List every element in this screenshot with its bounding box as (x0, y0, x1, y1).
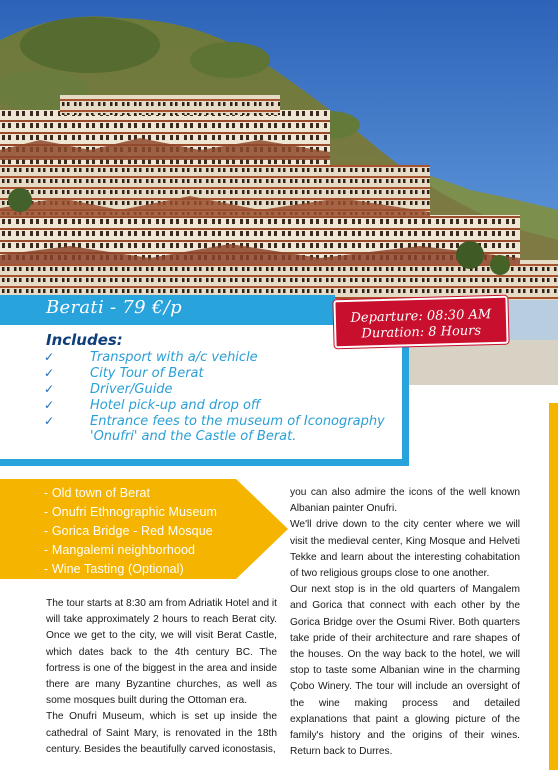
includes-list (44, 349, 385, 445)
tour-duration: Duration: 8 Hours (361, 323, 482, 342)
body-paragraph: you can also admire the icons of the well known Albanian painter Onufri. (290, 487, 520, 515)
departure-time: Departure: 08:30 AM (350, 307, 492, 326)
includes-item-text: Driver/Guide (90, 382, 173, 397)
includes-item (44, 413, 385, 429)
body-paragraph: The tour starts at 8:30 am from Adriatik Hotel and it will take approximately 2 hours to reach Berat city. Once we get to the city, we will visit Berat Castle, which dates back to the 4th century BC. The fortress is one of the biggest in the area and inside there are many Byzantine churches, as well as some mosques built during the Ottoman era. (46, 598, 277, 707)
body-paragraph: Our next stop is in the old quarters of Mangalem and Gorica that connect with each other by the Gorica Bridge over the Osumi River. Both quarters take pride of their architecture and rare shapes of the houses. On the way back to the hotel, we will stop to taste some Albanian wine in the charming Çobo Winery. The tour will include an oversight of the wine making process and detailed explanations that paint a glowing picture of the family's history and the origins of their wines. Return back to Durres. (290, 584, 520, 758)
tour-title: Berati - 79 €/p (46, 297, 182, 318)
check-icon: ✓ (44, 366, 55, 380)
body-paragraph: We'll drive down to the city center where we will visit the medieval center, King Mosque and Helveti Tekke and learn about the interesting cohabitation of two religious groups close to one another. (290, 519, 520, 580)
highlight-item: - Mangalemi neighborhood (44, 543, 196, 557)
highlight-item: - Old town of Berat (44, 486, 151, 500)
includes-item-text: City Tour of Berat (90, 366, 204, 381)
check-icon: ✓ (44, 382, 55, 396)
includes-item (44, 397, 385, 413)
includes-item (44, 365, 385, 381)
includes-item (44, 429, 385, 445)
check-icon: ✓ (44, 414, 55, 428)
departure-badge (333, 296, 508, 349)
highlight-item: - Wine Tasting (Optional) (44, 562, 184, 576)
highlight-item: - Onufri Ethnographic Museum (44, 505, 218, 519)
includes-item-text: Hotel pick-up and drop off (90, 398, 261, 413)
body-column-left (46, 596, 277, 758)
includes-item (44, 349, 385, 365)
body-column-right (290, 485, 520, 760)
highlights-list (44, 484, 217, 579)
includes-item-text: Entrance fees to the museum of Iconography (90, 414, 385, 429)
edge-accent-bar (549, 403, 558, 770)
highlight-item: - Gorica Bridge - Red Mosque (44, 524, 213, 538)
check-icon: ✓ (44, 398, 55, 412)
includes-item-text: 'Onufri' and the Castle of Berat. (90, 429, 297, 444)
body-paragraph: The Onufri Museum, which is set up inside the cathedral of Saint Mary, is renovated in the 18th century. Besides the beautifully carved iconostasis, (46, 711, 277, 755)
includes-item (44, 381, 385, 397)
includes-item-text: Transport with a/c vehicle (90, 350, 258, 365)
check-icon: ✓ (44, 350, 55, 364)
includes-heading: Includes: (46, 331, 123, 349)
